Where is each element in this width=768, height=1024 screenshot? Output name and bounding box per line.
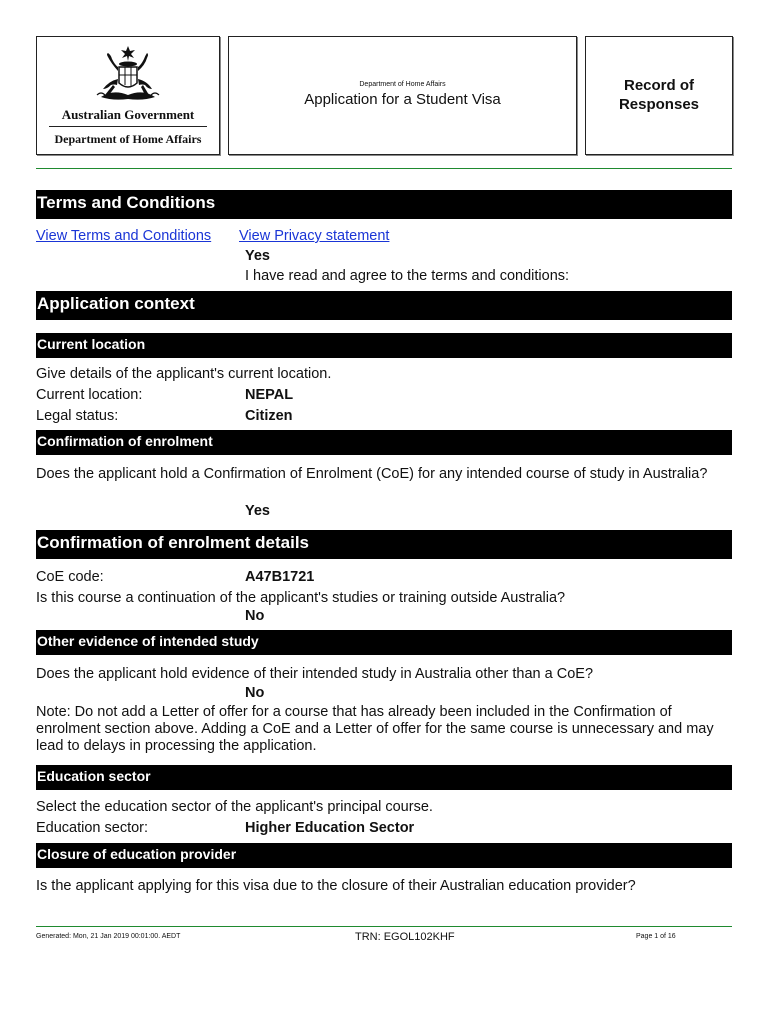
section-heading-other-evidence: Other evidence of intended study xyxy=(36,630,732,655)
record-box xyxy=(585,36,733,155)
terms-link[interactable]: View Terms and Conditions xyxy=(36,228,212,244)
coe-answer: Yes xyxy=(245,503,270,519)
legal-status-label: Legal status: xyxy=(36,408,119,424)
section-heading-context: Application context xyxy=(36,291,732,320)
generated-timestamp: Generated: Mon, 21 Jan 2019 00:01:00. AEDT xyxy=(36,933,181,940)
section-heading-terms: Terms and Conditions xyxy=(36,190,732,219)
location-label: Current location: xyxy=(36,387,143,403)
trn-number: TRN: EGOL102KHF xyxy=(355,931,455,943)
section-heading-sector: Education sector xyxy=(36,765,732,790)
continuation-question: Is this course a continuation of the applicant's studies or training outside Australia? xyxy=(36,590,566,606)
coe-code-value: A47B1721 xyxy=(245,569,315,585)
record-label xyxy=(586,76,732,114)
coe-code-label: CoE code: xyxy=(36,569,104,585)
coat-of-arms-icon xyxy=(93,45,163,103)
title-department: Department of Home Affairs xyxy=(359,81,446,88)
section-heading-location: Current location xyxy=(36,333,732,358)
letter-of-offer-note: Note: Do not add a Letter of offer for a course that has already been included in the Confirmation of enrolment section above. Adding a CoE and a Letter of offer for the same course is unnecessary and may lead to delays in processing the application. xyxy=(36,704,714,754)
coe-question: Does the applicant hold a Confirmation of Enrolment (CoE) for any intended course of study in Australia? xyxy=(36,466,708,482)
closure-question: Is the applicant applying for this visa due to the closure of their Australian education provider? xyxy=(36,878,636,894)
sector-label: Education sector: xyxy=(36,820,149,836)
location-value: NEPAL xyxy=(245,387,294,403)
sector-prompt: Select the education sector of the applicant's principal course. xyxy=(36,799,433,815)
other-evidence-question: Does the applicant hold evidence of their intended study in Australia other than a CoE? xyxy=(36,666,594,682)
header-divider xyxy=(36,168,732,169)
department-name: Department of Home Affairs xyxy=(54,132,202,146)
continuation-answer: No xyxy=(245,608,265,624)
legal-status-value: Citizen xyxy=(245,408,293,424)
record-line-1: Record of xyxy=(623,77,694,94)
page-number: Page 1 of 16 xyxy=(636,933,676,940)
location-prompt: Give details of the applicant's current location. xyxy=(36,366,332,382)
form-title: Application for a Student Visa xyxy=(304,91,501,108)
form-title-box xyxy=(228,36,577,155)
government-logo-box xyxy=(36,36,220,155)
footer-divider xyxy=(36,926,732,927)
sector-value: Higher Education Sector xyxy=(245,820,415,836)
other-evidence-answer: No xyxy=(245,685,265,701)
privacy-link[interactable]: View Privacy statement xyxy=(239,228,390,244)
record-line-2: Responses xyxy=(618,96,700,113)
terms-statement: I have read and agree to the terms and conditions: xyxy=(245,268,570,284)
section-heading-closure: Closure of education provider xyxy=(36,843,732,868)
section-heading-coe: Confirmation of enrolment xyxy=(36,430,732,455)
section-heading-coe-details: Confirmation of enrolment details xyxy=(36,530,732,559)
terms-answer: Yes xyxy=(245,248,270,264)
government-name: Australian Government xyxy=(61,107,195,122)
logo-divider xyxy=(49,126,207,127)
